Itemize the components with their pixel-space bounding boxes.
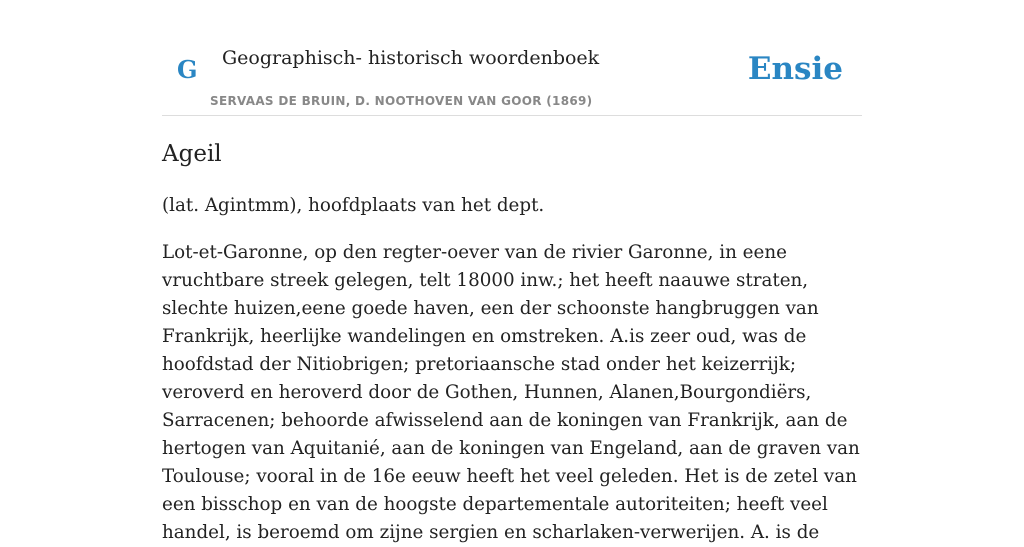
ensie-logo[interactable]: Ensie <box>747 51 843 87</box>
header <box>162 0 862 116</box>
book-logo-icon[interactable]: G <box>177 55 198 84</box>
book-meta: SERVAAS DE BRUIN, D. NOOTHOVEN VAN GOOR (1869) <box>210 94 593 108</box>
entry-paragraph: (lat. Agintmm), hoofdplaats van het dept. <box>162 195 545 216</box>
page <box>162 0 862 543</box>
entry-title: Ageil <box>162 141 222 167</box>
entry-paragraph: Lot-et-Garonne, op den regter-oever van de rivier Garonne, in eene vruchtbare streek gelegen, telt 18000 inw.; het heeft naauwe straten, slechte huizen,eene goede haven, een der schoonste hangbruggen van Frankrijk, heerlijke wandelingen en omstreken. A.is zeer oud, was de hoofdstad der Nitiobrigen; pretoriaansche stad onder het keizerrijk; veroverd en heroverd door de Gothen, Hunnen, Alanen,Bourgondiërs, Sarracenen; behoorde afwisselend aan de koningen van Frankrijk, aan de hertogen van Aquitanié, aan de koningen van Engeland, aan de graven van Toulouse; vooral in de 16e eeuw heeft het veel geleden. Het is de zetel van een bisschop en van de hoogste departementale autoriteiten; heeft veel handel, is beroemd om zijne sergien en scharlaken-verwerijen. A. is de <box>162 242 860 543</box>
book-title-link[interactable]: Geographisch- historisch woordenboek <box>222 47 600 69</box>
